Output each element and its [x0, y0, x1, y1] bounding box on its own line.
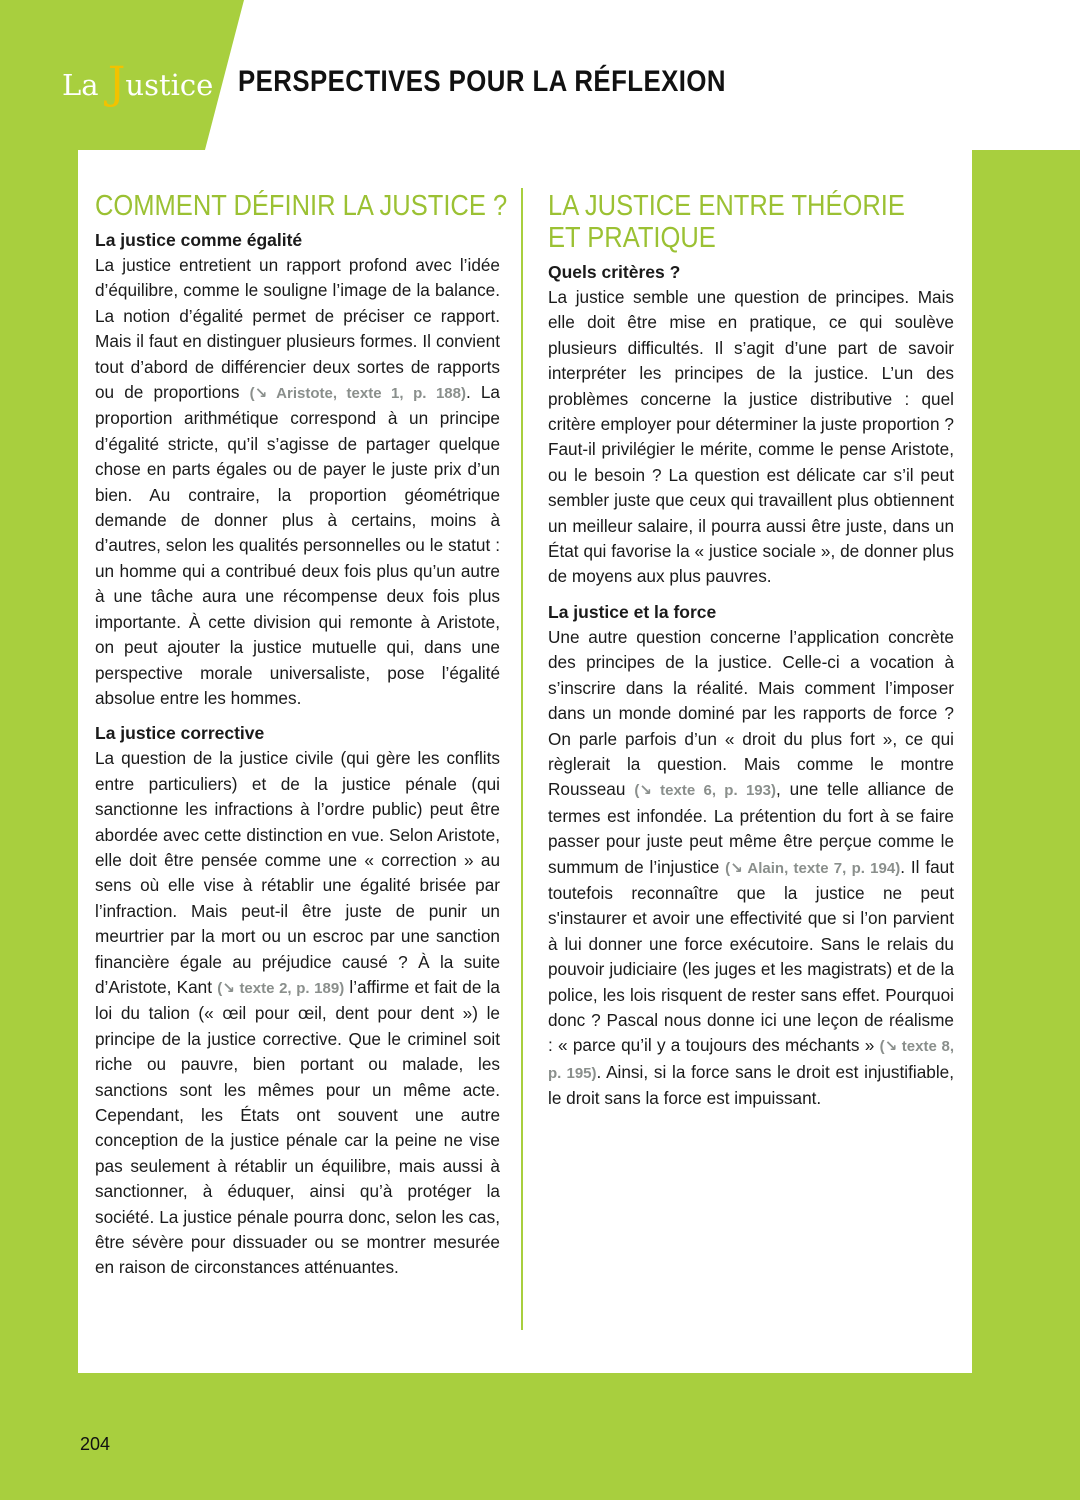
right-paragraph-1: La justice semble une question de principes. Mais elle doit être mise en pratique, ce qui soulève plusieurs difficultés. Il s’agit d’une part de savoir interpréter les principes de la justice. L’un des problèmes concerne la justice distributive : quel critère employer pour déterminer la juste proportion ? Faut-il privilégier le mérite, comme le pense Aristote, ou le besoin ? La question est délicate car s’il peut sembler juste que ceux qui travaillent plus obtiennent un meilleur salaire, il pourra aussi être juste, dans un État qui favorise la « justice sociale », de donner plus de moyens aux plus pauvres. — [548, 287, 954, 587]
right-subheading-2: La justice et la force — [548, 601, 717, 622]
brand-prefix: La — [62, 68, 108, 102]
text-run: l’affirme et fait de la loi du talion (« œil pour œil, dent pour dent ») le principe de la justice corrective. Que le criminel soit riche ou pauvre, bien portant ou malade, les sanctions sont les mêmes pour un même acte. Cependant, les États ont souvent une autre conception de la justice pénale car la peine ne vise pas seulement à rétablir un équilibre, mais aussi à sanctionner, à éduquer, ainsi qu’à protéger la société. La justice pénale pourra donc, selon les cas, être sévère pour dissuader ou se montrer mesurée en raison de circonstances atténuantes. — [95, 976, 500, 1278]
chapter-brand — [62, 58, 214, 109]
left-subheading-2: La justice corrective — [95, 723, 265, 744]
text-reference: (↘ Alain, texte 7, p. 194) — [725, 859, 901, 877]
title-line-1: LA JUSTICE ENTRE THÉORIE — [548, 190, 905, 222]
text-reference: (↘ Aristote, texte 1, p. 188) — [249, 385, 466, 403]
left-column — [95, 190, 508, 1281]
text-run: La question de la justice civile (qui gère les conflits entre particuliers) et de la justice pénale (qui sanctionne les infractions à l’ordre public) peut être abordée avec cette distinction en vue. Selon Aristote, elle doit être pensée comme une « correction » au sens où elle vise à rétablir une égalité brisée par l’infraction. Mais peut-il être juste de punir un meurtrier par la mort ou un escroc par une sanction financière égale au préjudice causé ? À la suite d’Aristote, Kant — [95, 748, 500, 997]
brand-rest: ustice — [125, 68, 214, 102]
brand-initial: J — [107, 58, 126, 109]
page-number: 204 — [80, 1434, 111, 1454]
text-run: , une telle alliance de termes est infondée. La prétention du fort à se faire passer pour juste peut même être perçue comme le summum de l’injustice — [548, 779, 954, 877]
text-reference: (↘ texte 6, p. 193) — [634, 782, 776, 800]
left-subheading-1: La justice comme égalité — [95, 230, 303, 250]
text-run: Une autre question concerne l’application concrète des principes de la justice. Celle-ci a vocation à s’inscrire dans la réalité. Mais comment l’imposer dans un monde dominé par les rapports de force ? On parle parfois d’un « droit du plus fort », ce qui règlerait la question. Mais comme le montre Rousseau — [548, 626, 954, 800]
content-panel — [78, 150, 972, 1373]
left-paragraph-2 — [95, 746, 500, 1281]
right-paragraph-2 — [548, 625, 954, 1112]
text-run: . Ainsi, si la force sans le droit est injustifiable, le droit sans la force est impuissant. — [548, 1061, 954, 1109]
title-line-2: ET PRATIQUE — [548, 222, 716, 254]
right-subheading-1: Quels critères ? — [548, 262, 681, 282]
right-section-title — [548, 190, 905, 254]
page-title: PERSPECTIVES POUR LA RÉFLEXION — [238, 65, 726, 98]
text-reference: (↘ texte 2, p. 189) — [217, 979, 345, 997]
text-run: . Il faut toutefois reconnaître que la justice ne peut s'instaurer et avoir une effectivité que si l’on parvient à lui donner une force exécutoire. Sans le relais du pouvoir judiciaire (les juges et les magistrats) et de la police, les lois risquent de rester sans effet. Pourquoi donc ? Pascal nous donne ici une leçon de réalisme : « parce qu’il y a toujours des méchants » — [548, 856, 954, 1056]
left-section-title: COMMENT DÉFINIR LA JUSTICE ? — [95, 190, 508, 222]
left-paragraph-1 — [95, 253, 500, 711]
text-run: . La proportion arithmétique correspond à un principe d’égalité stricte, qu’il s’agisse de partager quelque chose en parts égales ou de payer le juste prix d’un bien. Au contraire, la proportion géométrique demande de donner plus à certains, moins à d’autres, selon les qualités personnelles ou le statut : un homme qui a contribué deux fois plus qu’un autre à une tâche aura une récompense deux fois plus importante. À cette division qui remonte à Aristote, on peut ajouter la justice mutuelle qui, dans une perspective morale universaliste, pose l’égalité absolue entre les hommes. — [95, 382, 500, 708]
text-reference: (↘ texte 8, p. 195) — [548, 1038, 954, 1082]
text-run: La justice entretient un rapport profond avec l’idée d’équilibre, comme le souligne l’image de la balance. La notion d’égalité permet de préciser ce rapport. Mais il faut en distinguer plusieurs formes. Il convient tout d’abord de différencier deux sortes de rapports ou de proportions — [95, 255, 500, 403]
column-divider — [521, 188, 523, 1330]
right-column — [548, 190, 954, 1112]
